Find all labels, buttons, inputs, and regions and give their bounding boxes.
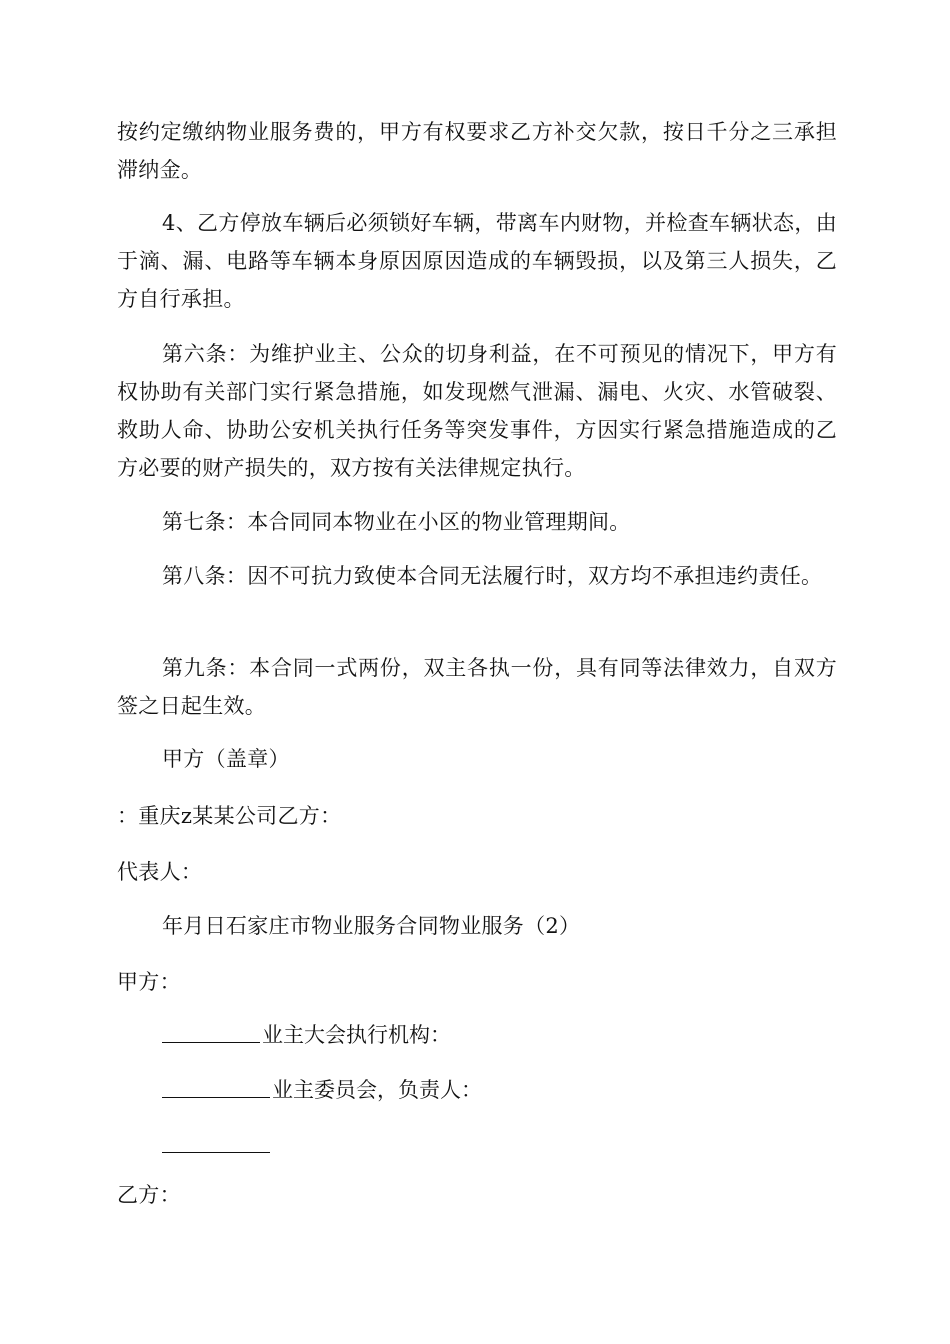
party-a-label: 甲方： (117, 970, 181, 994)
company-party-b-label: ：重庆z某某公司乙方： (117, 804, 342, 828)
paragraph-vehicle-parking: 4、乙方停放车辆后必须锁好车辆，带离车内财物，并检查车辆状态，由于滴、漏、电路等车辆本身原因原因造成的车辆毁损，以及第三人损失，乙方自行承担。 (117, 211, 837, 311)
paragraph-article-nine: 第九条：本合同一式两份，双主各执一份，具有同等法律效力，自双方签之日起生效。 (117, 656, 837, 718)
paragraph-article-eight: 第八条：因不可抗力致使本合同无法履行时，双方均不承担违约责任。 (162, 564, 823, 588)
party-b-label: 乙方： (117, 1183, 181, 1207)
contract-title-line: 年月日石家庄市物业服务合同物业服务（2） (162, 914, 581, 938)
party-a-seal-label: 甲方（盖章） (162, 747, 290, 771)
blank-line-owners-assembly (162, 1016, 451, 1054)
fill-in-blank (162, 1071, 270, 1098)
paragraph-late-fee: 按约定缴纳物业服务费的，甲方有权要求乙方补交欠款，按日千分之三承担滞纳金。 (117, 120, 837, 182)
paragraph-article-six: 第六条：为维护业主、公众的切身利益，在不可预见的情况下，甲方有权协助有关部门实行紧急措施，如发现燃气泄漏、漏电、火灾、水管破裂、救助人命、协助公安机关执行任务等突发事件，方因实行紧急措施造成的乙方必要的财产损失的，双方按有关法律规定执行。 (117, 342, 837, 480)
blank-line-empty (162, 1126, 272, 1164)
blank-line-owners-committee (162, 1071, 482, 1109)
fill-in-blank (162, 1126, 270, 1153)
paragraph-article-seven: 第七条：本合同同本物业在小区的物业管理期间。 (162, 510, 631, 534)
fill-in-blank (162, 1016, 260, 1043)
representative-label: 代表人： (117, 860, 203, 884)
blank-line-label: 业主大会执行机构： (262, 1023, 451, 1047)
blank-line-label: 业主委员会，负责人： (272, 1078, 482, 1102)
